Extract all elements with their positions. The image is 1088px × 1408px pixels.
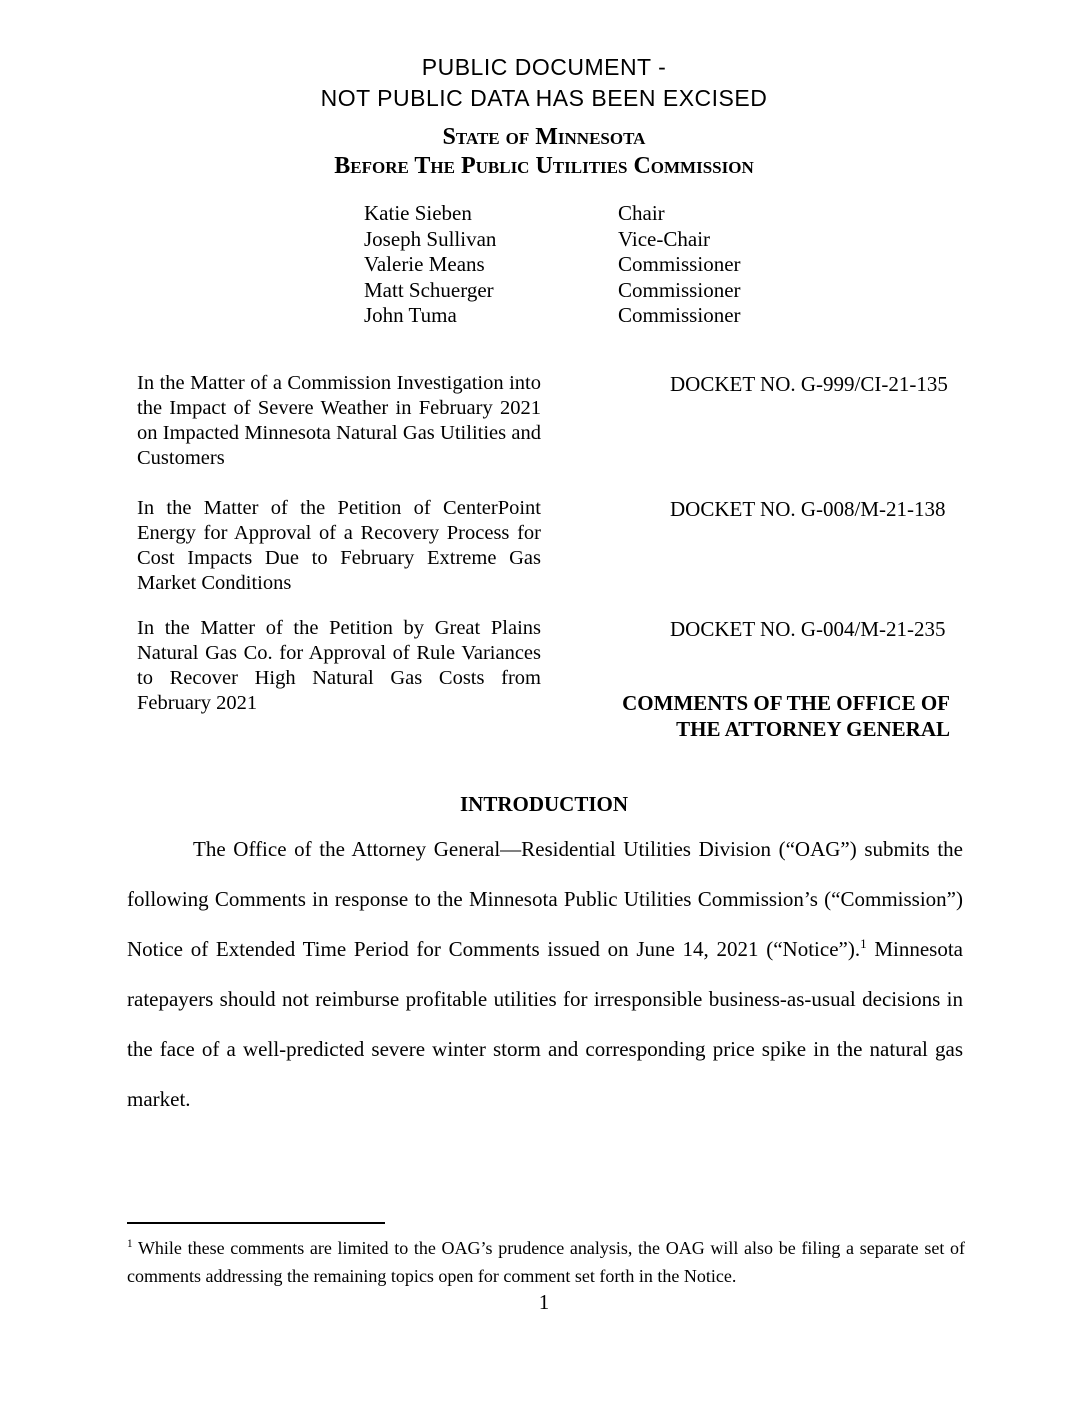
page-number: 1 (538, 1290, 550, 1314)
footnote-number: 1 (127, 1238, 133, 1250)
commissioner-row (364, 201, 741, 227)
commissioner-title: Chair (618, 201, 665, 225)
public-document-notice (0, 52, 1088, 114)
court-heading (0, 123, 1088, 181)
commissioner-title: Commissioner (618, 252, 741, 276)
introduction-heading: INTRODUCTION (459, 792, 629, 816)
commissioner-row (364, 227, 741, 253)
matter-caption: In the Matter of a Commission Investigation into the Impact of Severe Weather in February 2021 on Impacted Minnesota Natural Gas Utilities and Customers (137, 372, 541, 469)
introduction-text-before-footnote: The Office of the Attorney General—Residential Utilities Division (“OAG”) submits the following Comments in response to the Minnesota Public Utilities Commission’s (“Commission”) Notice of Extended Time Period for Comments issued on June 14, 2021 (“Notice”). (127, 837, 963, 961)
commissioner-row (364, 252, 741, 278)
commissioners-list (364, 201, 741, 329)
matter-caption: In the Matter of the Petition of CenterPoint Energy for Approval of a Recovery Process for Cost Impacts Due to February Extreme Gas Market Conditions (137, 497, 541, 594)
court-heading-state: State of Minnesota (442, 124, 646, 150)
footnote-reference-marker: 1 (860, 936, 867, 951)
docket-number: DOCKET NO. G-004/M-21-235 (670, 617, 946, 641)
commissioner-name: John Tuma (364, 303, 457, 327)
commissioner-row (364, 278, 741, 304)
docket-number: DOCKET NO. G-999/CI-21-135 (670, 372, 948, 396)
footnote (127, 1234, 965, 1290)
commissioner-row (364, 303, 741, 329)
comments-title-line-1: COMMENTS OF THE OFFICE OF (622, 691, 950, 715)
footnote-text: While these comments are limited to the OAG’s prudence analysis, the OAG will also be filing a separate set of comments addressing the remaining topics open for comment set forth in the Notice. (127, 1238, 965, 1286)
court-heading-commission: Before The Public Utilities Commission (334, 153, 754, 179)
comments-title (590, 690, 950, 742)
docket-number: DOCKET NO. G-008/M-21-138 (670, 497, 946, 521)
commissioner-name: Joseph Sullivan (364, 226, 497, 251)
notice-line-1: PUBLIC DOCUMENT - (421, 54, 667, 80)
commissioner-name: Valerie Means (364, 252, 485, 276)
commissioner-title: Commissioner (618, 303, 741, 327)
commissioner-name: Katie Sieben (364, 201, 472, 225)
notice-line-2: NOT PUBLIC DATA HAS BEEN EXCISED (320, 85, 768, 111)
introduction-text-after-footnote: Minnesota ratepayers should not reimburse profitable utilities for irresponsible business-as-usual decisions in the face of a well-predicted severe winter storm and corresponding price spike in the natural gas market. (127, 937, 964, 1111)
commissioner-name: Matt Schuerger (364, 277, 494, 302)
commissioner-title: Vice-Chair (618, 226, 711, 251)
introduction-paragraph (127, 824, 963, 1124)
footnote-separator-rule (127, 1222, 385, 1224)
comments-title-line-2: THE ATTORNEY GENERAL (676, 717, 950, 741)
commissioner-title: Commissioner (618, 277, 741, 302)
matter-caption: In the Matter of the Petition by Great Plains Natural Gas Co. for Approval of Rule Variances to Recover High Natural Gas Costs from February 2021 (137, 617, 541, 714)
